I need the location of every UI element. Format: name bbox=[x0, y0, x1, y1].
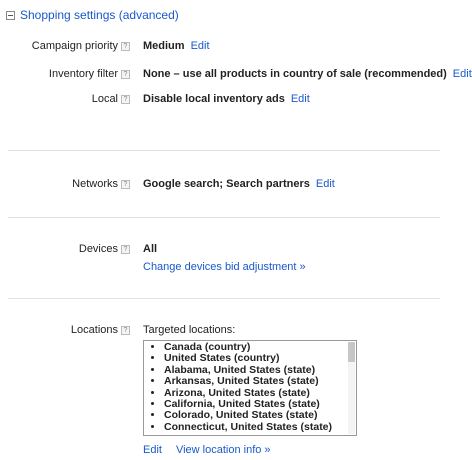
local-value: Disable local inventory ads bbox=[143, 93, 285, 105]
divider bbox=[8, 298, 440, 299]
change-devices-bid-link[interactable]: Change devices bid adjustment » bbox=[143, 261, 306, 273]
view-location-info-link[interactable]: View location info » bbox=[175, 444, 271, 456]
shopping-settings-header[interactable] bbox=[6, 8, 179, 22]
location-item: • Colorado, United States (state) bbox=[164, 410, 356, 421]
collapse-icon[interactable] bbox=[6, 11, 15, 20]
inventory-filter-value-wrap bbox=[143, 68, 472, 80]
help-icon[interactable]: ? bbox=[121, 180, 130, 189]
help-icon[interactable]: ? bbox=[121, 326, 130, 335]
help-icon[interactable]: ? bbox=[121, 42, 130, 51]
shopping-settings-title[interactable]: Shopping settings (advanced) bbox=[20, 8, 179, 22]
locations-list bbox=[144, 341, 356, 433]
targeted-locations-label: Targeted locations: bbox=[143, 324, 236, 336]
divider bbox=[8, 150, 440, 151]
networks-value: Google search; Search partners bbox=[143, 178, 310, 190]
location-item: • Canada (country) bbox=[164, 342, 356, 353]
campaign-priority-edit-link[interactable]: Edit bbox=[190, 40, 210, 52]
location-item: • California, United States (state) bbox=[164, 399, 356, 410]
locations-actions-wrap bbox=[143, 444, 271, 456]
scrollbar-thumb[interactable] bbox=[348, 342, 355, 362]
devices-value-wrap bbox=[143, 243, 157, 255]
location-item: • Alabama, United States (state) bbox=[164, 365, 356, 376]
inventory-filter-label: Inventory filter bbox=[48, 68, 118, 80]
campaign-priority-value: Medium bbox=[143, 40, 185, 52]
locations-label: Locations bbox=[70, 324, 118, 336]
scrollbar[interactable] bbox=[348, 342, 355, 434]
campaign-priority-value-wrap bbox=[143, 40, 210, 52]
local-edit-link[interactable]: Edit bbox=[290, 93, 310, 105]
divider bbox=[8, 217, 440, 218]
networks-value-wrap bbox=[143, 178, 335, 190]
location-item: • Connecticut, United States (state) bbox=[164, 422, 356, 433]
help-icon[interactable]: ? bbox=[121, 245, 130, 254]
inventory-filter-edit-link[interactable]: Edit bbox=[452, 68, 472, 80]
inventory-filter-value: None – use all products in country of sale (recommended) bbox=[143, 68, 447, 80]
local-label: Local bbox=[91, 93, 118, 105]
help-icon[interactable]: ? bbox=[121, 70, 130, 79]
devices-label: Devices bbox=[78, 243, 118, 255]
location-item: • Arkansas, United States (state) bbox=[164, 376, 356, 387]
location-item: • United States (country) bbox=[164, 353, 356, 364]
location-item: • Arizona, United States (state) bbox=[164, 388, 356, 399]
campaign-priority-label: Campaign priority bbox=[31, 40, 118, 52]
devices-value: All bbox=[143, 243, 158, 255]
local-value-wrap bbox=[143, 93, 310, 105]
targeted-locations-list[interactable] bbox=[143, 340, 357, 436]
locations-edit-link[interactable]: Edit bbox=[143, 444, 162, 456]
networks-label: Networks bbox=[72, 178, 118, 190]
networks-edit-link[interactable]: Edit bbox=[315, 178, 335, 190]
help-icon[interactable]: ? bbox=[121, 95, 130, 104]
